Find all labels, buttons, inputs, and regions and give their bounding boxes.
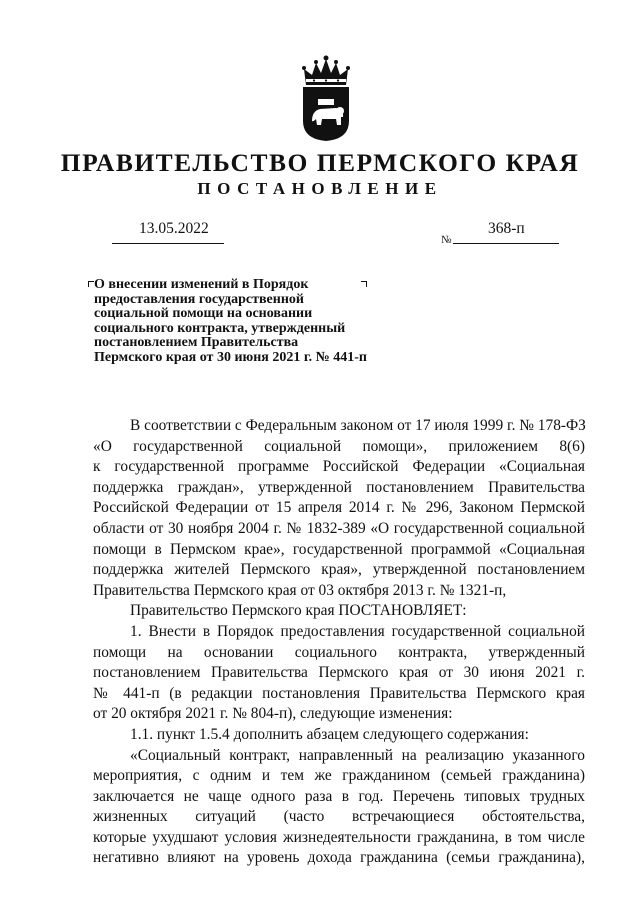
body-line: поддержка жителей Пермского края», утвержденной постановлением [93,561,585,579]
date-underline [112,243,224,244]
body-line: поддержка граждан», утвержденной постановлением Правительства [93,478,585,496]
document-number: 368-п [488,220,525,237]
body-line: негативно влияют на уровень дохода гражданина (семьи гражданина), [93,849,585,867]
body-line: постановлением Правительства Пермского края от 30 июня 2021 г. [93,664,585,682]
body-line: жизненных ситуаций (часто встречающиеся обстоятельства, [93,808,585,826]
subject-line: О внесении изменений в Порядок [94,277,309,292]
document-type-title: ПОСТАНОВЛЕНИЕ [197,179,443,198]
body-line: заключается не чаще одного раза в год. Перечень типовых трудных [93,787,585,805]
document-date: 13.05.2022 [139,220,209,237]
body-line: В соответствии с Федеральным законом от 17 июля 1999 г. № 178-ФЗ [130,417,586,434]
organization-title: ПРАВИТЕЛЬСТВО ПЕРМСКОГО КРАЯ [60,148,580,177]
subject-line: предоставления государственной [94,291,304,307]
body-line: № 441-п (в редакции постановления Правительства Пермского края [93,684,585,702]
subject-line: социальной помощи на основании [94,306,313,322]
body-line: Российской Федерации от 15 апреля 2014 г. № 296, Законом Пермской [93,499,585,517]
body-line: «Социальный контракт, направленный на реализацию указанного [130,746,585,764]
number-underline [453,243,559,244]
perm-krai-coat-of-arms-icon [300,55,352,141]
body-line: к государственной программе Российской Федерации «Социальная [93,458,585,476]
subject-line: Пермского края от 30 июня 2021 г. № 441-п [94,349,367,365]
body-line: мероприятия, с одним и тем же гражданином (семьей гражданина) [93,767,585,785]
body-line: помощи на основании социального контракта, утвержденный [93,643,585,661]
body-line: 1. Внести в Порядок предоставления государственной социальной [130,622,585,640]
body-line: «О государственной социальной помощи», приложением 8(6) [93,437,585,455]
document-subject [94,278,414,366]
subject-line: социального контракта, утвержденный [94,320,346,336]
body-line: помощи в Пермском крае», государственной программой «Социальная [93,540,585,558]
body-line: Правительства Пермского края от 03 октября 2013 г. № 1321-п, [93,581,507,599]
body-line: которые ухудшают условия жизнедеятельности гражданина, в том числе [93,828,585,846]
document-body [93,416,585,869]
subject-line: постановлением Правительства [94,335,299,351]
body-line: Правительство Пермского края ПОСТАНОВЛЯЕТ: [130,602,467,620]
body-line: от 20 октября 2021 г. № 804-п), следующие изменения: [93,705,453,723]
number-sign: № [441,234,452,246]
body-line: 1.1. пункт 1.5.4 дополнить абзацем следующего содержания: [130,725,529,743]
body-line: области от 30 ноября 2004 г. № 1832-389 «О государственной социальной [93,519,585,537]
